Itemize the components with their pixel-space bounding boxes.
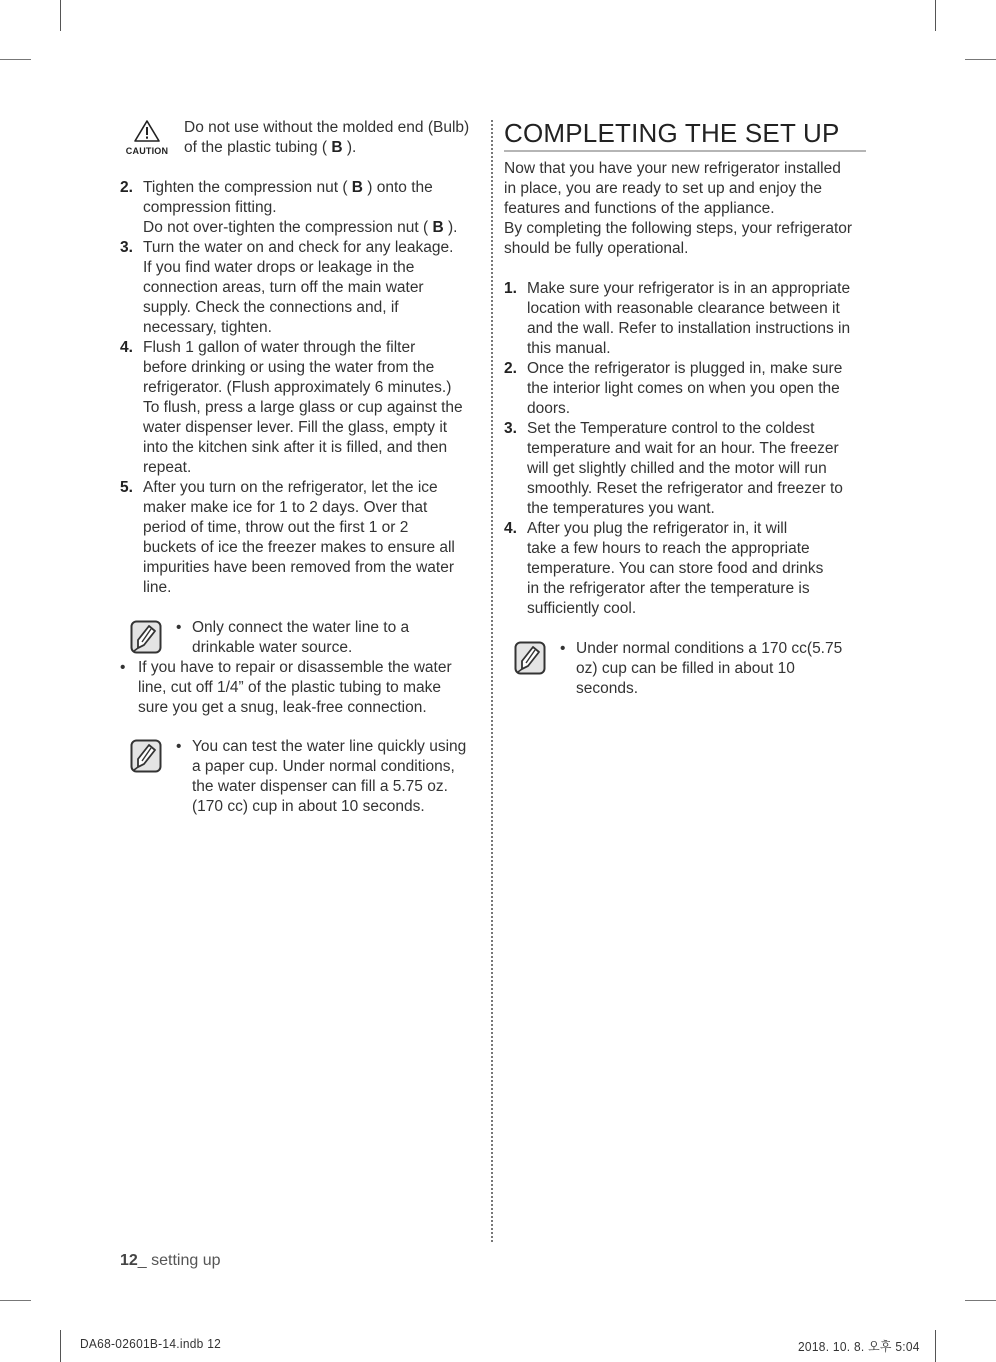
step-line: Set the Temperature control to the coldest [527, 420, 815, 437]
part-label-b: B [432, 219, 444, 236]
step-line: If you find water drops or leakage in the [143, 259, 415, 276]
tubing-bullet [120, 658, 482, 718]
step-line: in the refrigerator after the temperature is [527, 580, 810, 597]
note-bullet [560, 639, 866, 699]
intro-line: By completing the following steps, your refrigerator [504, 220, 853, 237]
caution-line: Do not use without the molded end (Bulb) [184, 119, 470, 136]
crop-mark-left-lower [0, 1300, 31, 1301]
step-line: After you plug the refrigerator in, it will [527, 520, 788, 537]
step-line: line. [143, 579, 172, 596]
note-block [504, 639, 866, 699]
note-bullet [176, 737, 482, 817]
note-line: drinkable water source. [192, 639, 353, 656]
step-line: and the wall. Refer to installation instructions in [527, 320, 851, 337]
numbered-step [120, 478, 482, 598]
step-line: To flush, press a large glass or cup against the [143, 399, 463, 416]
step-line [143, 178, 482, 198]
step-line: Flush 1 gallon of water through the filter [143, 339, 416, 356]
step-line: Turn the water on and check for any leakage. [143, 239, 454, 256]
intro-line: in place, you are ready to set up and enjoy the [504, 180, 822, 197]
crop-mark-top-right [935, 0, 936, 31]
print-slug-timestamp: 2018. 10. 8. 오후 5:04 [798, 1339, 920, 1354]
warning-triangle-icon [134, 120, 160, 142]
column-divider [491, 120, 493, 1242]
step-line: into the kitchen sink after it is filled, and then [143, 439, 448, 456]
caution-line: of the plastic tubing ( [184, 139, 332, 156]
step-line [143, 218, 482, 238]
note-block [120, 618, 482, 658]
numbered-step [504, 359, 866, 419]
step-number: 1. [504, 280, 517, 297]
intro-paragraph [504, 159, 866, 259]
note-line: a paper cup. Under normal conditions, [192, 758, 455, 775]
note-line: seconds. [576, 680, 639, 697]
section-name: _ setting up [137, 1252, 221, 1269]
caution-block [120, 118, 482, 158]
step-line: After you turn on the refrigerator, let the ice [143, 479, 438, 496]
step-text: ) onto the [362, 179, 433, 196]
numbered-step [504, 519, 866, 619]
step-line: smoothly. Reset the refrigerator and freezer to [527, 480, 843, 497]
left-steps-list [120, 178, 482, 598]
part-label-b: B [351, 179, 363, 196]
note-line: • You can test the water line quickly using [192, 738, 467, 755]
step-number: 4. [504, 520, 517, 537]
step-line: necessary, tighten. [143, 319, 272, 336]
step-number: 5. [120, 479, 133, 496]
note-line: oz) cup can be filled in about 10 [576, 660, 795, 677]
numbered-step [504, 419, 866, 519]
caution-text [184, 118, 482, 158]
step-number: 3. [504, 420, 517, 437]
note-line: the water dispenser can fill a 5.75 oz. [192, 778, 448, 795]
step-line: repeat. [143, 459, 192, 476]
crop-mark-right-lower [965, 1300, 996, 1301]
step-text: Do not over-tighten the compression nut ( [143, 219, 433, 236]
caution-line: ). [342, 139, 357, 156]
step-line: this manual. [527, 340, 611, 357]
numbered-step [120, 178, 482, 238]
step-line: doors. [527, 400, 571, 417]
step-number: 2. [120, 179, 133, 196]
note-bullet [176, 618, 482, 658]
step-line: water dispenser lever. Fill the glass, empty it [143, 419, 448, 436]
step-line: will get slightly chilled and the motor will run [527, 460, 827, 477]
crop-mark-bottom-right [935, 1330, 936, 1362]
step-line: supply. Check the connections and, if [143, 299, 399, 316]
page-number: 12 [120, 1252, 138, 1269]
step-line: period of time, throw out the first 1 or 2 [143, 519, 409, 536]
note-line: • Only connect the water line to a [192, 619, 410, 636]
step-line: Make sure your refrigerator is in an appropriate [527, 280, 851, 297]
step-line: impurities have been removed from the water [143, 559, 455, 576]
step-number: 2. [504, 360, 517, 377]
right-steps-list [504, 279, 866, 619]
step-text: Tighten the compression nut ( [143, 179, 352, 196]
step-line: the temperatures you want. [527, 500, 715, 517]
step-line: buckets of ice the freezer makes to ensure all [143, 539, 455, 556]
crop-mark-right-upper [965, 59, 996, 60]
note-pencil-icon [130, 620, 162, 660]
caution-badge [120, 120, 174, 161]
step-line: sufficiently cool. [527, 600, 637, 617]
step-line: location with reasonable clearance between it [527, 300, 840, 317]
page-footer [120, 1252, 221, 1270]
bullet-line: • If you have to repair or disassemble the water [138, 659, 452, 676]
step-line: temperature. You can store food and drinks [527, 560, 824, 577]
note-pencil-icon [130, 739, 162, 779]
section-heading: COMPLETING THE SET UP [504, 118, 866, 152]
step-line: refrigerator. (Flush approximately 6 minutes.) [143, 379, 452, 396]
step-line: Once the refrigerator is plugged in, make sure [527, 360, 843, 377]
numbered-step [504, 279, 866, 359]
step-line: connection areas, turn off the main water [143, 279, 424, 296]
caution-label: CAUTION [125, 146, 169, 156]
intro-line: features and functions of the appliance. [504, 200, 775, 217]
step-line: compression fitting. [143, 199, 277, 216]
note-line: (170 cc) cup in about 10 seconds. [192, 798, 425, 815]
step-text: ). [443, 219, 458, 236]
step-line: the interior light comes on when you open the [527, 380, 840, 397]
part-label-b: B [331, 139, 343, 156]
step-number: 3. [120, 239, 133, 256]
numbered-step [120, 238, 482, 338]
step-line: take a few hours to reach the appropriate [527, 540, 810, 557]
step-line: maker make ice for 1 to 2 days. Over that [143, 499, 428, 516]
bullet-line: line, cut off 1/4” of the plastic tubing to make [138, 679, 441, 696]
step-line: before drinking or using the water from the [143, 359, 435, 376]
crop-mark-left-upper [0, 59, 31, 60]
note-block [120, 737, 482, 817]
crop-mark-bottom-left [60, 1330, 61, 1362]
right-column [504, 118, 866, 699]
intro-line: should be fully operational. [504, 240, 689, 257]
crop-mark-top-left [60, 0, 61, 31]
print-slug-file: DA68-02601B-14.indb 12 [80, 1336, 222, 1351]
numbered-step [120, 338, 482, 478]
bullet-line: sure you get a snug, leak-free connection. [138, 699, 427, 716]
note-line: • Under normal conditions a 170 cc(5.75 [576, 640, 843, 657]
note-pencil-icon [514, 641, 546, 681]
step-line: temperature and wait for an hour. The freezer [527, 440, 839, 457]
left-column [120, 118, 482, 817]
intro-line: Now that you have your new refrigerator installed [504, 160, 841, 177]
step-number: 4. [120, 339, 133, 356]
